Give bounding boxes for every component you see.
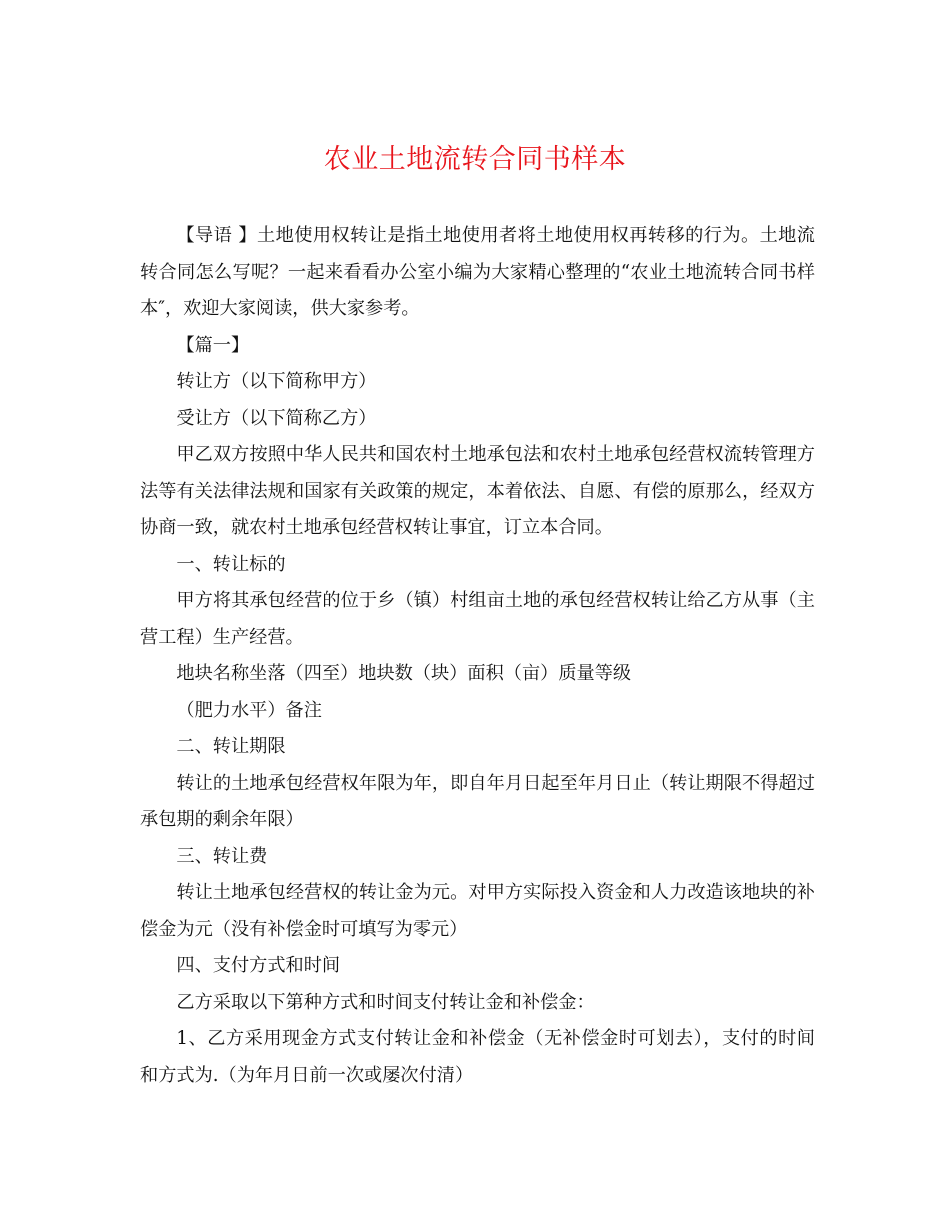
clause-text-2: 转让的土地承包经营权年限为年，即自年月日起至年月日止（转让期限不得超过承包期的剩余年限）	[140, 772, 815, 830]
clause-text-3: 转让土地承包经营权的转让金为元。对甲方实际投入资金和人力改造该地块的补偿金为元（没有补偿金时可填写为零元）	[140, 882, 815, 940]
clause-text-1: 甲方将其承包经营的位于乡（镇）村组亩土地的承包经营权转让给乙方从事（主营工程）生产经营。	[140, 590, 815, 648]
parcel-fields-line: 地块名称坐落（四至）地块数（块）面积（亩）质量等级	[176, 663, 632, 684]
document-body	[140, 218, 815, 1094]
section-heading-part-one: 【篇一】	[176, 334, 250, 356]
clause-heading-2: 二、转让期限	[176, 736, 286, 757]
clause-item-4-1: 1、乙方采用现金方式支付转让金和补偿金（无补偿金时可划去），支付的时间和方式为.（为年月日前一次或屡次付清）	[140, 1028, 815, 1086]
clause-heading-4: 四、支付方式和时间	[176, 955, 341, 976]
preamble-paragraph: 甲乙双方按照中华人民共和国农村土地承包法和农村土地承包经营权流转管理方法等有关法律法规和国家有关政策的规定，本着依法、自愿、有偿的原那么，经双方协商一致，就农村土地承包经营权转让事宜，订立本合同。	[140, 444, 815, 538]
clause-heading-1: 一、转让标的	[176, 553, 286, 575]
clause-heading-3: 三、转让费	[176, 845, 268, 867]
parcel-fields-line-2: （肥力水平）备注	[176, 699, 322, 721]
party-transferor: 转让方（以下简称甲方）	[176, 371, 377, 392]
intro-paragraph: 【导语 】土地使用权转让是指土地使用者将土地使用权再转移的行为。土地流转合同怎么写呢？一起来看看办公室小编为大家精心整理的“农业土地流转合同书样本″，欢迎大家阅读，供大家参考。	[140, 225, 815, 319]
document-title: 农业土地流转合同书样本	[323, 144, 627, 175]
party-transferee: 受让方（以下简称乙方）	[176, 407, 377, 429]
clause-text-4: 乙方采取以下第种方式和时间支付转让金和补偿金：	[176, 991, 595, 1013]
